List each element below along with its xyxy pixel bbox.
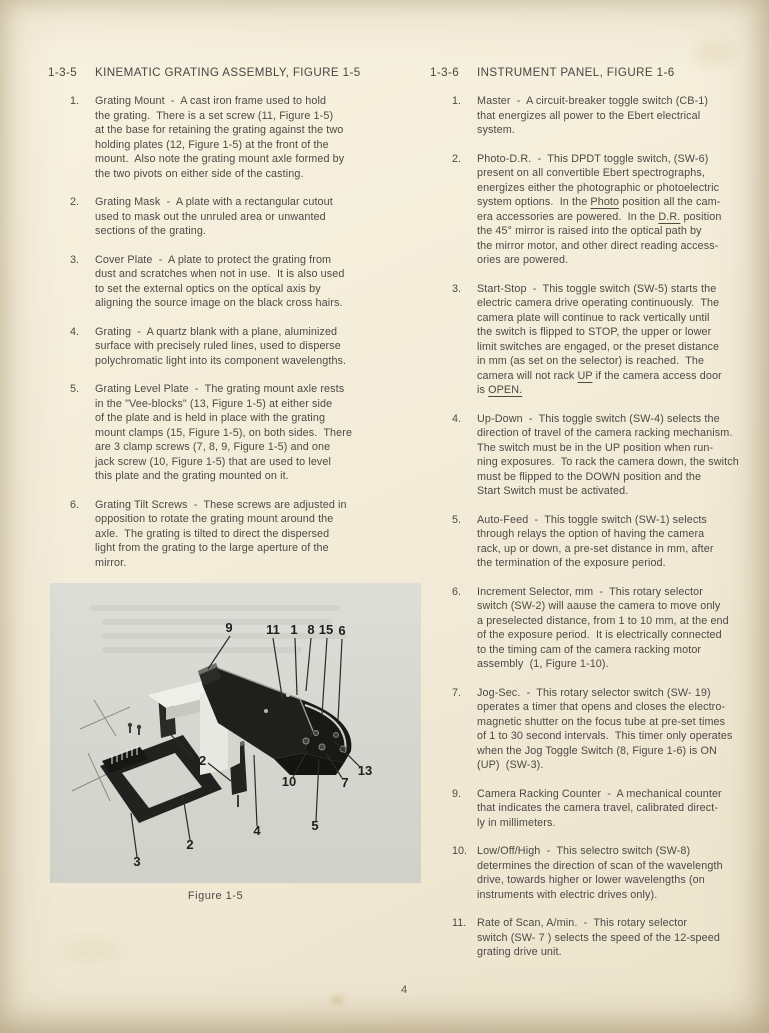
callout-number: 13 — [357, 763, 373, 778]
callout-number: 7 — [341, 775, 349, 790]
item-number: 9. — [452, 787, 462, 800]
callout-number: 12 — [191, 753, 207, 768]
section-number: 1-3-5 — [48, 66, 78, 79]
list-item — [430, 585, 768, 672]
exploded-view-photo — [50, 583, 421, 883]
section-heading — [48, 66, 416, 79]
item-text: Jog-Sec. - This rotary selector switch (SW- 19) operates a timer that opens and closes the electro- magnetic shutter on the focus tube at pre-set times of 1 to 30 second intervals. This timer only operates when the Jog Toggle Switch (8, Figure 1-6) is ON (UP) (SW-3). — [477, 686, 733, 771]
list-item — [430, 844, 768, 902]
item-number: 5. — [70, 383, 80, 395]
section-title: KINEMATIC GRATING ASSEMBLY, FIGURE 1-5 — [95, 66, 361, 79]
item-text: Increment Selector, mm - This rotary selector switch (SW-2) will aause the camera to move only a preselected distance, from 1 to 10 mm, at the end of the exposure period. It is electrically connected to the timing cam of the camera racking motor assembly (1, Figure 1-10). — [477, 585, 729, 670]
item-text: Photo-D.R. - This DPDT toggle switch, (SW-6) present on all convertible Ebert spectrographs, energizes either the photographic or photoelectric system options. In the Photo position all the cam- era accessories are powered. In the D.R. position the 45° mirror is raised into the optical path by the mirror motor, and other direct reading access- ories are powered. — [477, 152, 722, 266]
list-item — [430, 152, 768, 268]
item-text: Rate of Scan, A/min. - This rotary selector switch (SW- 7 ) selects the speed of the 12-speed grating drive unit. — [477, 917, 720, 958]
item-list — [430, 94, 768, 960]
list-item — [48, 94, 416, 181]
list-item — [430, 94, 768, 138]
list-item — [48, 498, 416, 571]
callout-number: 8 — [307, 622, 315, 637]
callout-number: 4 — [253, 823, 261, 838]
section-kinematic-grating-assembly — [48, 66, 416, 584]
item-number: 4. — [70, 325, 80, 338]
item-number: 11. — [452, 917, 467, 929]
callout-number: 6 — [338, 623, 346, 638]
list-item — [430, 787, 768, 831]
callout-number: 10 — [281, 774, 297, 789]
list-item — [48, 382, 416, 484]
list-item — [48, 253, 416, 311]
item-number: 2. — [70, 196, 80, 208]
item-list — [48, 94, 416, 570]
item-number: 2. — [452, 152, 462, 165]
callout-number: 5 — [311, 818, 319, 833]
figure-1-5 — [50, 583, 421, 902]
list-item — [48, 325, 416, 369]
item-text: Camera Racking Counter - A mechanical counter that indicates the camera travel, calibrated direct- ly in millimeters. — [477, 787, 722, 829]
list-item — [430, 412, 768, 499]
figure-caption: Figure 1-5 — [187, 890, 244, 902]
item-text: Up-Down - This toggle switch (SW-4) selects the direction of travel of the camera racking mechanism. The switch must be in the UP position when run- ning exposures. To rack the camera down, the switch must be flipped to the DOWN position and the Start Switch must be activated. — [477, 412, 739, 497]
item-text: Cover Plate - A plate to protect the grating from dust and scratches when not in use. It is also used to set the external optics on the optical axis by aligning the source image on the black cross hairs. — [95, 253, 345, 309]
item-number: 3. — [70, 253, 80, 266]
section-heading — [430, 66, 768, 79]
item-number: 1. — [70, 95, 80, 107]
item-text: Grating Mask - A plate with a rectangular cutout used to mask out the unruled area or unwanted sections of the grating. — [95, 196, 333, 237]
item-number: 1. — [452, 95, 462, 107]
list-item — [430, 916, 768, 960]
paper-stain — [695, 40, 735, 66]
callout-number: 1 — [290, 622, 298, 637]
item-text: Auto-Feed - This toggle switch (SW-1) selects through relays the option of having the camera rack, up or down, a pre-set distance in mm, after the termination of the exposure period. — [477, 513, 714, 569]
item-number: 10. — [452, 845, 468, 857]
item-text: Grating Mount - A cast iron frame used to hold the grating. There is a set screw (11, Figure 1-5) at the base for retaining the grating against the two holding plates (12, Figure 1-5) at the front of the mount. Also note the grating mount axle formed by the two pivots on either side of the casting. — [95, 95, 345, 180]
callout-number: 2 — [186, 837, 194, 852]
item-number: 7. — [452, 686, 462, 699]
list-item — [430, 282, 768, 398]
item-text: Grating Level Plate - The grating mount axle rests in the "Vee-blocks" (13, Figure 1-5) at either side of the plate and is held in place with the grating mount clamps (15, Figure 1-5), on both sides. There are 3 clamp screws (7, 8, 9, Figure 1-5) and one jack screw (10, Figure 1-5) that are used to level this plate and the grating mounted on it. — [95, 383, 353, 482]
item-number: 3. — [452, 282, 462, 295]
callout-number: 11 — [266, 622, 280, 637]
paper-stain — [330, 995, 344, 1005]
item-number: 6. — [70, 498, 80, 511]
list-item — [430, 513, 768, 571]
item-text: Grating Tilt Screws - These screws are adjusted in opposition to rotate the grating mount around the axle. The grating is tilted to direct the dispersed light from the grating to the large aperture of the mirror. — [95, 498, 347, 569]
section-title: INSTRUMENT PANEL, FIGURE 1-6 — [477, 66, 675, 79]
item-number: 5. — [452, 513, 462, 526]
section-instrument-panel — [430, 66, 768, 974]
item-number: 4. — [452, 412, 462, 425]
item-text: Start-Stop - This toggle switch (SW-5) starts the electric camera drive operating continuously. The camera plate will continue to rack vertically until the switch is flipped to STOP, the upper or lower limit switches are engaged, or the preset distance in mm (as set on the selector) is reached. The camera will not rack UP if the camera access door is OPEN. — [477, 282, 722, 396]
item-text: Master - A circuit-breaker toggle switch (CB-1) that energizes all power to the Ebert electrical system. — [477, 95, 709, 136]
paper-stain — [60, 940, 120, 962]
callout-number: 3 — [133, 854, 141, 869]
item-text: Grating - A quartz blank with a plane, aluminized surface with precisely ruled lines, used to disperse polychromatic light into its component wavelengths. — [95, 325, 347, 367]
list-item — [430, 686, 768, 773]
list-item — [48, 195, 416, 239]
page-number: 4 — [401, 984, 408, 996]
section-number: 1-3-6 — [430, 66, 460, 79]
item-number: 6. — [452, 585, 462, 598]
callout-number: 15 — [318, 622, 334, 637]
callout-number: 9 — [225, 620, 233, 635]
item-text: Low/Off/High - This selectro switch (SW-8) determines the direction of scan of the wavelength drive, towards higher or lower wavelengths (on instruments with electric drives only). — [477, 845, 723, 901]
